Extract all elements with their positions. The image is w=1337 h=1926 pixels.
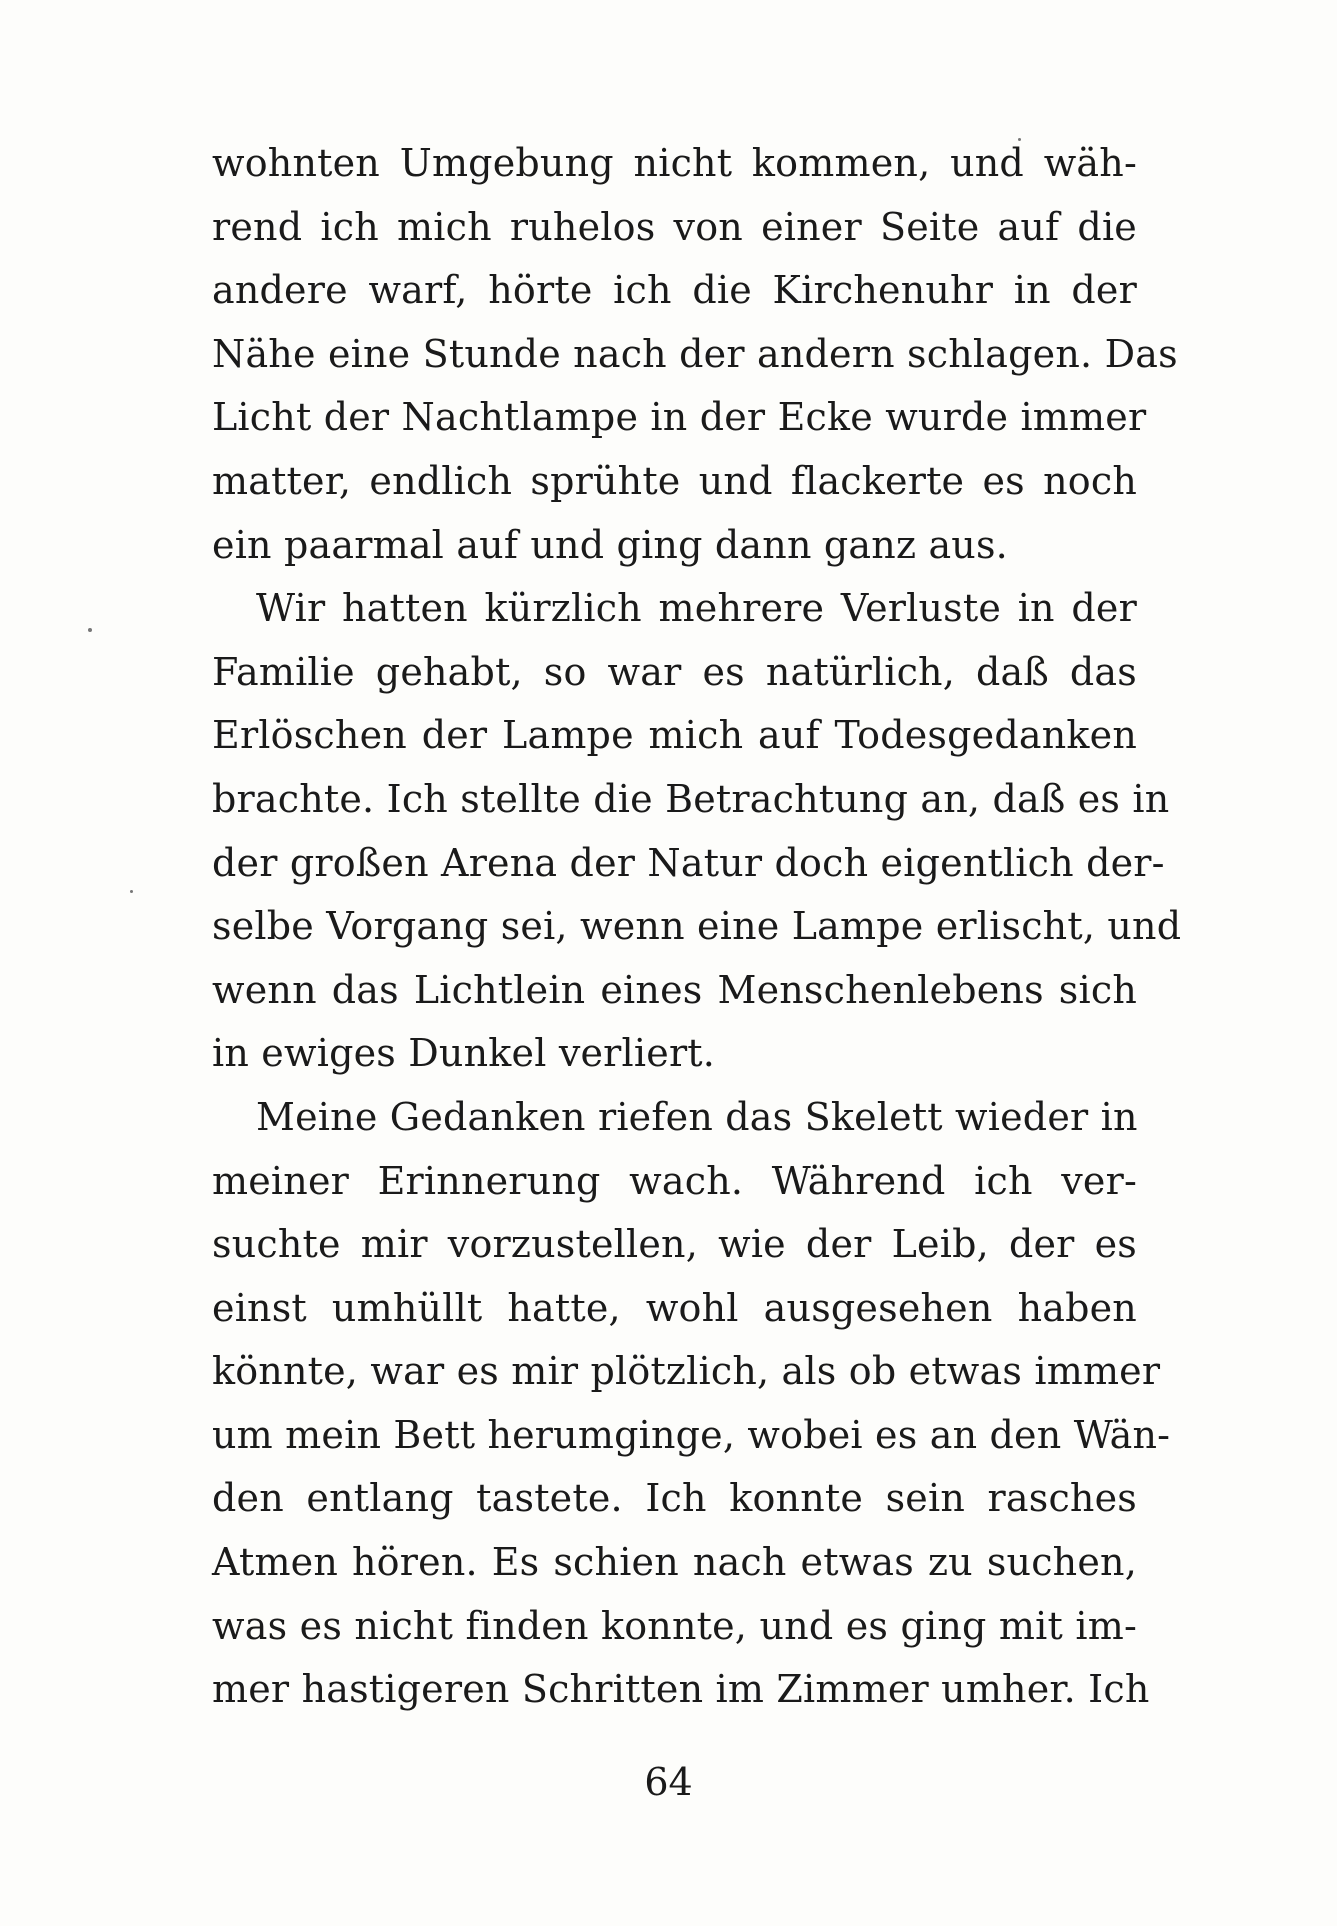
body-text	[212, 132, 1182, 1722]
scan-speck	[130, 890, 133, 893]
text-line: wohnten Umgebung nicht kommen, und wäh-	[212, 141, 1137, 185]
text-line: Familie gehabt, so war es natürlich, daß das	[212, 649, 1137, 694]
text-line: den entlang tastete. Ich konnte sein rasches	[212, 1476, 1137, 1521]
text-line: Atmen hören. Es schien nach etwas zu suchen,	[212, 1540, 1137, 1585]
text-line: andere warf, hörte ich die Kirchenuhr in der	[212, 268, 1137, 313]
scan-speck	[1018, 138, 1021, 141]
text-line: wenn das Lichtlein eines Menschenlebens sich	[212, 967, 1137, 1012]
text-line: Nähe eine Stunde nach der andern schlagen. Das	[212, 331, 1178, 376]
text-line: selbe Vorgang sei, wenn eine Lampe erlischt, und	[212, 904, 1182, 949]
text-line: suchte mir vorzustellen, wie der Leib, der es	[212, 1222, 1137, 1267]
text-line: um mein Bett herumginge, wobei es an den Wän-	[212, 1412, 1171, 1457]
text-line: Wir hatten kürzlich mehrere Verluste in der	[256, 586, 1137, 631]
text-line: was es nicht finden konnte, und es ging mit im-	[212, 1603, 1137, 1648]
text-line: könnte, war es mir plötzlich, als ob etwas immer	[212, 1349, 1161, 1394]
text-line: in ewiges Dunkel verliert.	[212, 1031, 716, 1076]
text-line: Erlöschen der Lampe mich auf Todesgedanken	[212, 713, 1137, 758]
text-line: rend ich mich ruhelos von einer Seite auf die	[212, 204, 1137, 249]
text-line: der großen Arena der Natur doch eigentlich der-	[212, 840, 1165, 885]
text-line: mer hastigeren Schritten im Zimmer umher. Ich	[212, 1667, 1150, 1712]
text-line: brachte. Ich stellte die Betrachtung an, daß es in	[212, 776, 1170, 821]
text-line: Meine Gedanken riefen das Skelett wieder in	[256, 1094, 1138, 1139]
scan-speck	[88, 628, 92, 632]
text-line: meiner Erinnerung wach. Während ich ver-	[212, 1158, 1137, 1203]
text-line: einst umhüllt hatte, wohl ausgesehen haben	[212, 1285, 1137, 1330]
text-line: Licht der Nachtlampe in der Ecke wurde immer	[212, 395, 1147, 440]
text-line: ein paarmal auf und ging dann ganz aus.	[212, 522, 1008, 567]
text-line: matter, endlich sprühte und flackerte es noch	[212, 458, 1137, 503]
page-number: 64	[644, 1760, 693, 1804]
